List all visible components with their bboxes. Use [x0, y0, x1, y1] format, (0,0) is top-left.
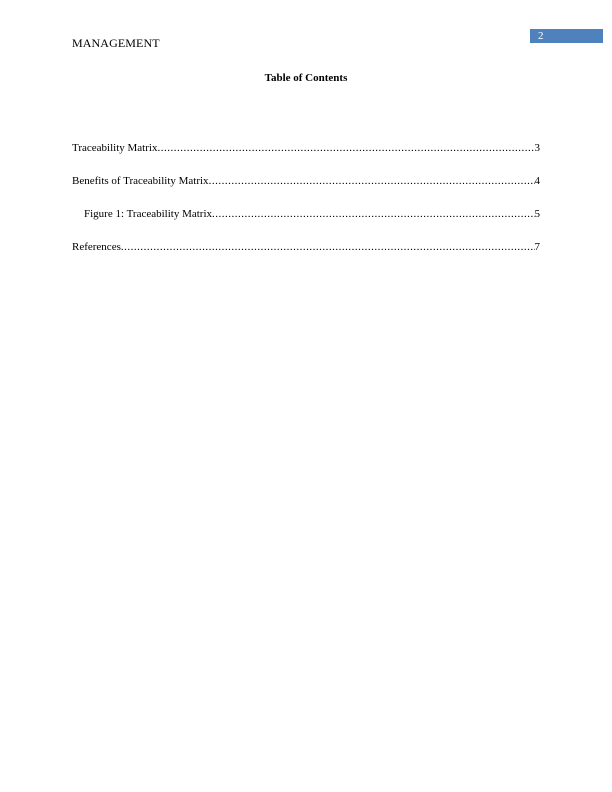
- toc-list: [72, 142, 540, 274]
- toc-leader: [209, 175, 535, 187]
- toc-entry-page: 5: [534, 208, 540, 220]
- toc-entry-label: Traceability Matrix: [72, 142, 158, 154]
- toc-entry-benefits[interactable]: [72, 175, 540, 208]
- running-head: MANAGEMENT: [72, 36, 160, 50]
- toc-leader: [121, 241, 535, 253]
- page-number-badge: 2: [530, 29, 603, 43]
- toc-heading: Table of Contents: [264, 72, 348, 84]
- toc-entry-figure-1[interactable]: [72, 208, 540, 241]
- toc-entry-label: References: [72, 241, 121, 253]
- toc-entry-label: Benefits of Traceability Matrix: [72, 175, 209, 187]
- toc-entry-page: 4: [534, 175, 540, 187]
- toc-entry-label: Figure 1: Traceability Matrix: [84, 208, 213, 220]
- toc-leader: [212, 208, 534, 220]
- toc-entry-traceability-matrix[interactable]: [72, 142, 540, 175]
- toc-entry-references[interactable]: [72, 241, 540, 274]
- toc-entry-page: 7: [534, 241, 540, 253]
- toc-entry-page: 3: [534, 142, 540, 154]
- toc-leader: [157, 142, 534, 154]
